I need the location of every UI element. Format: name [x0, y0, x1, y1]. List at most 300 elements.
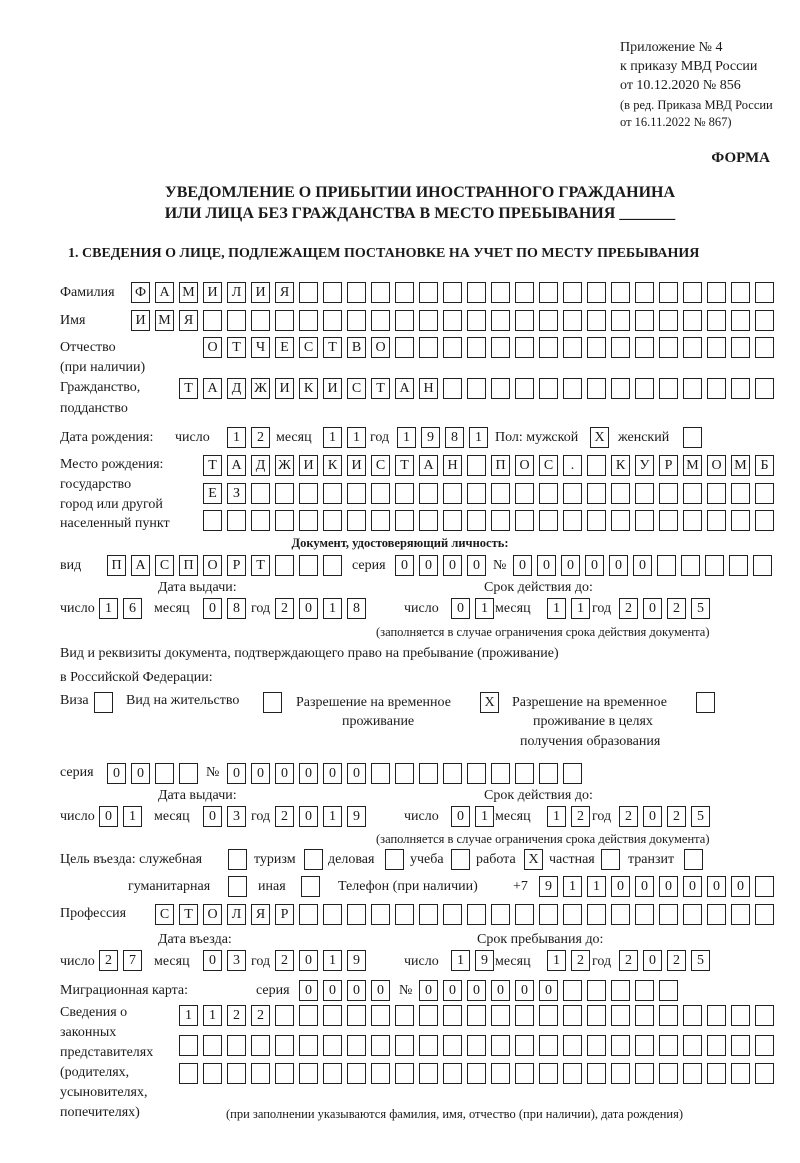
reps-3-cell[interactable] [539, 1063, 558, 1084]
phone-cell[interactable]: 0 [683, 876, 702, 897]
birthplace-cell[interactable] [491, 510, 510, 531]
visa-cell[interactable] [94, 692, 113, 713]
stay-series-cell[interactable]: 0 [107, 763, 126, 784]
reps-cell[interactable] [371, 1005, 390, 1026]
profession-cell[interactable]: Р [275, 904, 294, 925]
citizenship-cell[interactable]: Т [371, 378, 390, 399]
purpose-business-cell[interactable] [385, 849, 404, 870]
birth-month-cell[interactable]: 1 [347, 427, 366, 448]
reps-3-cell[interactable] [611, 1063, 630, 1084]
reps-3-cell[interactable] [299, 1063, 318, 1084]
name-cell[interactable] [251, 310, 270, 331]
birthplace-cell[interactable] [419, 483, 438, 504]
profession-cell[interactable] [731, 904, 750, 925]
reps-3-cell[interactable] [347, 1063, 366, 1084]
patronymic-cell[interactable]: Т [323, 337, 342, 358]
stay-until-month-cell[interactable]: 1 [547, 950, 566, 971]
patronymic-cell[interactable] [563, 337, 582, 358]
patronymic-cell[interactable] [419, 337, 438, 358]
stay-number-cell[interactable]: 0 [227, 763, 246, 784]
birthplace-cell[interactable]: Е [203, 483, 222, 504]
birth-day-cell[interactable]: 1 [227, 427, 246, 448]
birthplace-cell[interactable] [563, 510, 582, 531]
birthplace-cell[interactable] [659, 510, 678, 531]
reps-2-cell[interactable] [683, 1035, 702, 1056]
profession-cell[interactable] [707, 904, 726, 925]
birthplace-cell[interactable]: А [227, 455, 246, 476]
reps-cell[interactable] [659, 1005, 678, 1026]
birth-year-cell[interactable]: 1 [469, 427, 488, 448]
surname-cell[interactable]: Л [227, 282, 246, 303]
profession-cell[interactable] [659, 904, 678, 925]
reps-cell[interactable] [515, 1005, 534, 1026]
stay-series-cell[interactable]: 0 [131, 763, 150, 784]
purpose-private-cell[interactable] [601, 849, 620, 870]
phone-cell[interactable]: 9 [539, 876, 558, 897]
purpose-transit-cell[interactable] [684, 849, 703, 870]
birthplace-cell[interactable] [659, 483, 678, 504]
reps-cell[interactable] [611, 1005, 630, 1026]
reps-cell[interactable] [443, 1005, 462, 1026]
stay-number-cell[interactable]: 0 [347, 763, 366, 784]
stay-valid-day-cell[interactable]: 0 [451, 806, 470, 827]
name-cell[interactable] [731, 310, 750, 331]
reps-cell[interactable] [755, 1005, 774, 1026]
profession-cell[interactable] [395, 904, 414, 925]
stay-number-cell[interactable] [371, 763, 390, 784]
mig-number-cell[interactable] [659, 980, 678, 1001]
stay-number-cell[interactable] [419, 763, 438, 784]
patronymic-cell[interactable] [755, 337, 774, 358]
birthplace-cell[interactable] [611, 510, 630, 531]
surname-cell[interactable] [371, 282, 390, 303]
reps-3-cell[interactable] [683, 1063, 702, 1084]
reps-3-cell[interactable] [251, 1063, 270, 1084]
reps-3-cell[interactable] [179, 1063, 198, 1084]
birthplace-cell[interactable] [587, 455, 606, 476]
citizenship-cell[interactable] [443, 378, 462, 399]
birth-year-cell[interactable]: 8 [445, 427, 464, 448]
patronymic-cell[interactable] [467, 337, 486, 358]
stay-series-cell[interactable] [179, 763, 198, 784]
reps-3-cell[interactable] [275, 1063, 294, 1084]
reps-cell[interactable]: 2 [227, 1005, 246, 1026]
stay-number-cell[interactable] [515, 763, 534, 784]
birthplace-cell[interactable]: З [227, 483, 246, 504]
reps-2-cell[interactable] [203, 1035, 222, 1056]
citizenship-cell[interactable] [635, 378, 654, 399]
sex-male-cell[interactable]: X [590, 427, 609, 448]
reps-cell[interactable]: 1 [203, 1005, 222, 1026]
id-issue-year-cell[interactable]: 1 [323, 598, 342, 619]
birthplace-cell[interactable] [515, 483, 534, 504]
id-valid-year-cell[interactable]: 0 [643, 598, 662, 619]
id-kind-cell[interactable]: А [131, 555, 150, 576]
profession-cell[interactable] [755, 904, 774, 925]
id-kind-cell[interactable] [275, 555, 294, 576]
stay-valid-month-cell[interactable]: 2 [571, 806, 590, 827]
citizenship-cell[interactable] [755, 378, 774, 399]
birthplace-cell[interactable] [251, 483, 270, 504]
birthplace-cell[interactable] [539, 483, 558, 504]
reps-cell[interactable] [467, 1005, 486, 1026]
phone-cell[interactable] [755, 876, 774, 897]
surname-cell[interactable] [467, 282, 486, 303]
citizenship-cell[interactable] [539, 378, 558, 399]
surname-cell[interactable]: А [155, 282, 174, 303]
surname-cell[interactable] [539, 282, 558, 303]
phone-cell[interactable]: 0 [731, 876, 750, 897]
purpose-study-cell[interactable] [451, 849, 470, 870]
mig-number-cell[interactable]: 0 [515, 980, 534, 1001]
birthplace-cell[interactable]: С [371, 455, 390, 476]
id-kind-cell[interactable]: П [179, 555, 198, 576]
id-valid-day-cell[interactable]: 1 [475, 598, 494, 619]
patronymic-cell[interactable] [491, 337, 510, 358]
id-number-cell[interactable]: 0 [609, 555, 628, 576]
id-number-cell[interactable] [705, 555, 724, 576]
profession-cell[interactable] [491, 904, 510, 925]
id-valid-month-cell[interactable]: 1 [547, 598, 566, 619]
profession-cell[interactable]: О [203, 904, 222, 925]
stay-issue-year-cell[interactable]: 2 [275, 806, 294, 827]
patronymic-cell[interactable] [443, 337, 462, 358]
name-cell[interactable] [227, 310, 246, 331]
mig-number-cell[interactable]: 0 [467, 980, 486, 1001]
stay-number-cell[interactable] [467, 763, 486, 784]
reps-cell[interactable] [299, 1005, 318, 1026]
reps-3-cell[interactable] [635, 1063, 654, 1084]
surname-cell[interactable] [395, 282, 414, 303]
id-valid-year-cell[interactable]: 2 [667, 598, 686, 619]
patronymic-cell[interactable]: Ч [251, 337, 270, 358]
id-number-cell[interactable]: 0 [633, 555, 652, 576]
birthplace-cell[interactable]: О [515, 455, 534, 476]
citizenship-cell[interactable]: Н [419, 378, 438, 399]
birthplace-cell[interactable] [467, 455, 486, 476]
patronymic-cell[interactable] [683, 337, 702, 358]
name-cell[interactable] [491, 310, 510, 331]
surname-cell[interactable] [635, 282, 654, 303]
surname-cell[interactable] [563, 282, 582, 303]
name-cell[interactable] [563, 310, 582, 331]
birthplace-cell[interactable]: О [707, 455, 726, 476]
stay-until-day-cell[interactable]: 1 [451, 950, 470, 971]
birthplace-cell[interactable]: И [299, 455, 318, 476]
reps-2-cell[interactable] [563, 1035, 582, 1056]
name-cell[interactable] [683, 310, 702, 331]
entry-year-cell[interactable]: 2 [275, 950, 294, 971]
sex-female-cell[interactable] [683, 427, 702, 448]
surname-cell[interactable] [659, 282, 678, 303]
stay-valid-year-cell[interactable]: 2 [619, 806, 638, 827]
citizenship-cell[interactable]: Ж [251, 378, 270, 399]
reps-cell[interactable] [395, 1005, 414, 1026]
name-cell[interactable]: И [131, 310, 150, 331]
entry-month-cell[interactable]: 0 [203, 950, 222, 971]
reps-2-cell[interactable] [395, 1035, 414, 1056]
birthplace-cell[interactable] [611, 483, 630, 504]
citizenship-cell[interactable] [563, 378, 582, 399]
surname-cell[interactable]: М [179, 282, 198, 303]
birthplace-cell[interactable] [683, 510, 702, 531]
reps-2-cell[interactable] [179, 1035, 198, 1056]
reps-cell[interactable]: 2 [251, 1005, 270, 1026]
stay-number-cell[interactable]: 0 [323, 763, 342, 784]
reps-3-cell[interactable] [563, 1063, 582, 1084]
reps-2-cell[interactable] [467, 1035, 486, 1056]
birthplace-cell[interactable] [371, 510, 390, 531]
citizenship-cell[interactable] [467, 378, 486, 399]
mig-number-cell[interactable] [635, 980, 654, 1001]
stay-valid-year-cell[interactable]: 0 [643, 806, 662, 827]
id-valid-year-cell[interactable]: 2 [619, 598, 638, 619]
id-number-cell[interactable] [681, 555, 700, 576]
profession-cell[interactable] [323, 904, 342, 925]
stay-valid-year-cell[interactable]: 5 [691, 806, 710, 827]
birthplace-cell[interactable] [731, 510, 750, 531]
name-cell[interactable] [419, 310, 438, 331]
reps-2-cell[interactable] [275, 1035, 294, 1056]
stay-issue-year-cell[interactable]: 1 [323, 806, 342, 827]
birth-month-cell[interactable]: 1 [323, 427, 342, 448]
surname-cell[interactable] [443, 282, 462, 303]
name-cell[interactable] [755, 310, 774, 331]
reps-3-cell[interactable] [755, 1063, 774, 1084]
profession-cell[interactable]: Я [251, 904, 270, 925]
id-kind-cell[interactable]: Т [251, 555, 270, 576]
patronymic-cell[interactable] [707, 337, 726, 358]
name-cell[interactable] [635, 310, 654, 331]
name-cell[interactable] [707, 310, 726, 331]
reps-3-cell[interactable] [443, 1063, 462, 1084]
reps-3-cell[interactable] [395, 1063, 414, 1084]
profession-cell[interactable]: С [155, 904, 174, 925]
id-number-cell[interactable] [753, 555, 772, 576]
surname-cell[interactable] [515, 282, 534, 303]
profession-cell[interactable] [683, 904, 702, 925]
profession-cell[interactable] [419, 904, 438, 925]
phone-cell[interactable]: 0 [611, 876, 630, 897]
mig-series-cell[interactable]: 0 [299, 980, 318, 1001]
birthplace-cell[interactable]: К [611, 455, 630, 476]
id-issue-year-cell[interactable]: 2 [275, 598, 294, 619]
mig-number-cell[interactable] [563, 980, 582, 1001]
id-issue-month-cell[interactable]: 0 [203, 598, 222, 619]
id-series-cell[interactable]: 0 [419, 555, 438, 576]
surname-cell[interactable]: И [203, 282, 222, 303]
id-kind-cell[interactable] [299, 555, 318, 576]
birthplace-cell[interactable] [275, 483, 294, 504]
purpose-tourism-cell[interactable] [304, 849, 323, 870]
id-number-cell[interactable]: 0 [561, 555, 580, 576]
mig-series-cell[interactable]: 0 [323, 980, 342, 1001]
name-cell[interactable] [323, 310, 342, 331]
stay-number-cell[interactable] [395, 763, 414, 784]
id-issue-day-cell[interactable]: 6 [123, 598, 142, 619]
citizenship-cell[interactable]: А [203, 378, 222, 399]
reps-cell[interactable] [419, 1005, 438, 1026]
birthplace-cell[interactable]: С [539, 455, 558, 476]
birthplace-cell[interactable] [539, 510, 558, 531]
birthplace-cell[interactable] [203, 510, 222, 531]
id-kind-cell[interactable]: О [203, 555, 222, 576]
profession-cell[interactable] [587, 904, 606, 925]
birthplace-cell[interactable] [635, 483, 654, 504]
id-series-cell[interactable]: 0 [395, 555, 414, 576]
stay-valid-day-cell[interactable]: 1 [475, 806, 494, 827]
reps-3-cell[interactable] [371, 1063, 390, 1084]
birthplace-cell[interactable]: М [731, 455, 750, 476]
id-issue-day-cell[interactable]: 1 [99, 598, 118, 619]
stay-series-cell[interactable] [155, 763, 174, 784]
citizenship-cell[interactable] [683, 378, 702, 399]
birth-year-cell[interactable]: 1 [397, 427, 416, 448]
reps-2-cell[interactable] [371, 1035, 390, 1056]
birthplace-cell[interactable] [587, 510, 606, 531]
name-cell[interactable] [587, 310, 606, 331]
patronymic-cell[interactable] [395, 337, 414, 358]
birthplace-cell[interactable] [707, 483, 726, 504]
surname-cell[interactable] [323, 282, 342, 303]
reps-3-cell[interactable] [587, 1063, 606, 1084]
birthplace-cell[interactable]: К [323, 455, 342, 476]
birth-day-cell[interactable]: 2 [251, 427, 270, 448]
patronymic-cell[interactable] [731, 337, 750, 358]
name-cell[interactable] [347, 310, 366, 331]
citizenship-cell[interactable] [491, 378, 510, 399]
citizenship-cell[interactable]: Д [227, 378, 246, 399]
birthplace-cell[interactable] [299, 510, 318, 531]
patronymic-cell[interactable]: О [371, 337, 390, 358]
patronymic-cell[interactable] [587, 337, 606, 358]
birthplace-cell[interactable] [731, 483, 750, 504]
reps-cell[interactable] [635, 1005, 654, 1026]
citizenship-cell[interactable]: К [299, 378, 318, 399]
citizenship-cell[interactable] [731, 378, 750, 399]
patronymic-cell[interactable]: Е [275, 337, 294, 358]
reps-2-cell[interactable] [251, 1035, 270, 1056]
stay-issue-year-cell[interactable]: 9 [347, 806, 366, 827]
reps-cell[interactable] [563, 1005, 582, 1026]
reps-3-cell[interactable] [467, 1063, 486, 1084]
birthplace-cell[interactable] [755, 483, 774, 504]
birthplace-cell[interactable] [467, 483, 486, 504]
name-cell[interactable] [275, 310, 294, 331]
reps-2-cell[interactable] [659, 1035, 678, 1056]
patronymic-cell[interactable]: С [299, 337, 318, 358]
mig-number-cell[interactable]: 0 [491, 980, 510, 1001]
patronymic-cell[interactable] [539, 337, 558, 358]
surname-cell[interactable] [299, 282, 318, 303]
citizenship-cell[interactable]: С [347, 378, 366, 399]
birthplace-cell[interactable] [755, 510, 774, 531]
birthplace-cell[interactable] [323, 483, 342, 504]
reps-2-cell[interactable] [323, 1035, 342, 1056]
stay-issue-day-cell[interactable]: 0 [99, 806, 118, 827]
phone-cell[interactable]: 0 [635, 876, 654, 897]
stay-issue-month-cell[interactable]: 3 [227, 806, 246, 827]
stay-number-cell[interactable] [563, 763, 582, 784]
id-kind-cell[interactable]: П [107, 555, 126, 576]
reps-cell[interactable] [323, 1005, 342, 1026]
purpose-official-cell[interactable] [228, 849, 247, 870]
reps-2-cell[interactable] [443, 1035, 462, 1056]
patronymic-cell[interactable]: О [203, 337, 222, 358]
reps-2-cell[interactable] [587, 1035, 606, 1056]
entry-month-cell[interactable]: 3 [227, 950, 246, 971]
id-issue-year-cell[interactable]: 0 [299, 598, 318, 619]
name-cell[interactable] [203, 310, 222, 331]
entry-year-cell[interactable]: 9 [347, 950, 366, 971]
surname-cell[interactable]: Я [275, 282, 294, 303]
mig-series-cell[interactable]: 0 [371, 980, 390, 1001]
birthplace-cell[interactable]: Ж [275, 455, 294, 476]
birthplace-cell[interactable]: Т [395, 455, 414, 476]
reps-cell[interactable] [275, 1005, 294, 1026]
citizenship-cell[interactable] [707, 378, 726, 399]
birth-year-cell[interactable]: 9 [421, 427, 440, 448]
reps-cell[interactable] [491, 1005, 510, 1026]
temp-edu-cell[interactable] [696, 692, 715, 713]
entry-day-cell[interactable]: 7 [123, 950, 142, 971]
reps-3-cell[interactable] [227, 1063, 246, 1084]
reps-cell[interactable] [683, 1005, 702, 1026]
birthplace-cell[interactable] [395, 510, 414, 531]
birthplace-cell[interactable] [251, 510, 270, 531]
id-number-cell[interactable] [657, 555, 676, 576]
profession-cell[interactable]: Л [227, 904, 246, 925]
reps-cell[interactable] [539, 1005, 558, 1026]
reps-2-cell[interactable] [347, 1035, 366, 1056]
profession-cell[interactable]: Т [179, 904, 198, 925]
id-number-cell[interactable] [729, 555, 748, 576]
birthplace-cell[interactable] [491, 483, 510, 504]
id-issue-year-cell[interactable]: 8 [347, 598, 366, 619]
reps-2-cell[interactable] [419, 1035, 438, 1056]
reps-cell[interactable] [707, 1005, 726, 1026]
patronymic-cell[interactable] [611, 337, 630, 358]
surname-cell[interactable] [731, 282, 750, 303]
stay-number-cell[interactable]: 0 [299, 763, 318, 784]
reps-3-cell[interactable] [731, 1063, 750, 1084]
reps-3-cell[interactable] [707, 1063, 726, 1084]
birthplace-cell[interactable]: А [419, 455, 438, 476]
reps-3-cell[interactable] [491, 1063, 510, 1084]
phone-cell[interactable]: 0 [707, 876, 726, 897]
citizenship-cell[interactable]: И [323, 378, 342, 399]
citizenship-cell[interactable]: А [395, 378, 414, 399]
citizenship-cell[interactable] [611, 378, 630, 399]
name-cell[interactable] [299, 310, 318, 331]
mig-number-cell[interactable]: 0 [419, 980, 438, 1001]
reps-2-cell[interactable] [515, 1035, 534, 1056]
stay-number-cell[interactable]: 0 [275, 763, 294, 784]
reps-cell[interactable]: 1 [179, 1005, 198, 1026]
birthplace-cell[interactable]: Н [443, 455, 462, 476]
temp-residence-cell[interactable]: X [480, 692, 499, 713]
reps-3-cell[interactable] [203, 1063, 222, 1084]
id-valid-month-cell[interactable]: 1 [571, 598, 590, 619]
birthplace-cell[interactable] [227, 510, 246, 531]
stay-issue-month-cell[interactable]: 0 [203, 806, 222, 827]
name-cell[interactable] [467, 310, 486, 331]
surname-cell[interactable] [683, 282, 702, 303]
profession-cell[interactable] [371, 904, 390, 925]
birthplace-cell[interactable] [347, 483, 366, 504]
surname-cell[interactable] [347, 282, 366, 303]
name-cell[interactable] [539, 310, 558, 331]
